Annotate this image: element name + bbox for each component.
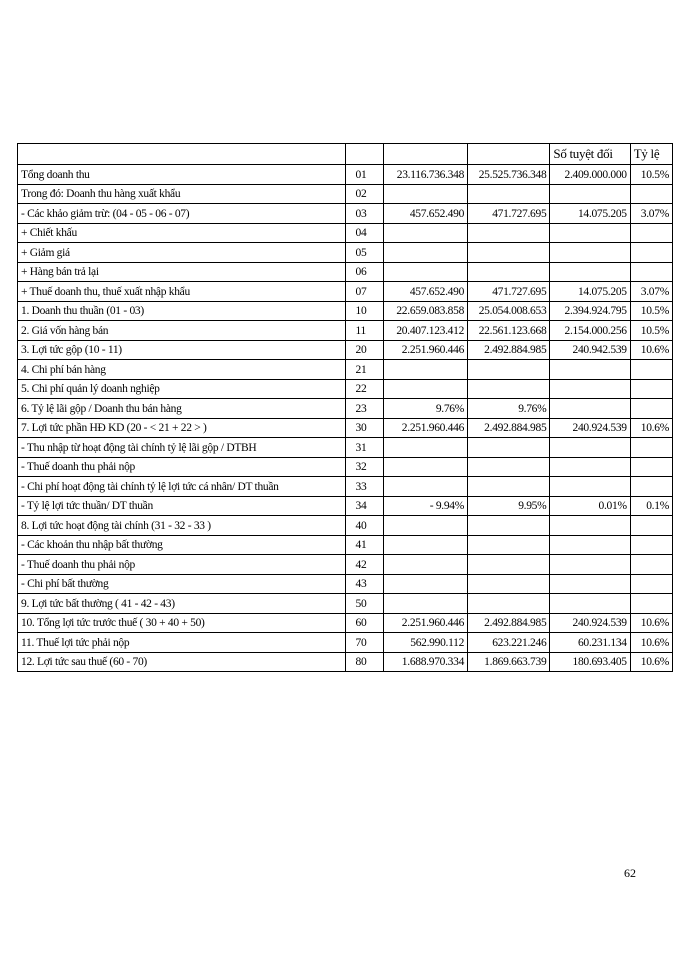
value-ratio [630,594,672,614]
table-row [18,652,673,672]
row-label: + Thuế doanh thu, thuế xuất nhập khẩu [18,282,346,302]
value-absolute-change: 60.231.134 [550,633,630,653]
value-absolute-change [550,379,630,399]
value-ratio [630,438,672,458]
value-year1 [383,243,467,263]
table-row [18,184,673,204]
table-row [18,633,673,653]
row-code: 33 [345,477,383,497]
table-row [18,379,673,399]
row-label: 4. Chi phí bán hàng [18,360,346,380]
value-absolute-change [550,360,630,380]
value-year1: 9.76% [383,399,467,419]
value-ratio [630,516,672,536]
value-ratio [630,574,672,594]
row-code: 07 [345,282,383,302]
table-row [18,165,673,185]
table-row [18,321,673,341]
row-label: + Hàng bán trả lại [18,262,346,282]
row-code: 21 [345,360,383,380]
row-label: 3. Lợi tức gộp (10 - 11) [18,340,346,360]
value-ratio: 3.07% [630,204,672,224]
table-row [18,418,673,438]
value-ratio: 10.6% [630,613,672,633]
table-row [18,555,673,575]
value-year1: 1.688.970.334 [383,652,467,672]
value-year2: 2.492.884.985 [468,340,550,360]
value-year1 [383,262,467,282]
value-year2: 623.221.246 [468,633,550,653]
value-year2: 22.561.123.668 [468,321,550,341]
row-code: 40 [345,516,383,536]
row-label: + Chiết khấu [18,223,346,243]
value-ratio: 0.1% [630,496,672,516]
row-label: Tổng doanh thu [18,165,346,185]
value-ratio: 10.6% [630,652,672,672]
row-label: - Tỷ lệ lợi tức thuần/ DT thuần [18,496,346,516]
value-absolute-change [550,438,630,458]
value-year2: 25.054.008.653 [468,301,550,321]
value-ratio: 10.6% [630,340,672,360]
table-row [18,243,673,263]
value-absolute-change: 0.01% [550,496,630,516]
value-year2: 2.492.884.985 [468,418,550,438]
value-ratio [630,184,672,204]
table-row [18,438,673,458]
value-year1 [383,477,467,497]
value-year1 [383,360,467,380]
row-label: 6. Tỷ lệ lãi gộp / Doanh thu bán hàng [18,399,346,419]
row-code: 23 [345,399,383,419]
income-statement-table [17,143,673,672]
table-header-row [18,144,673,165]
header-cell [18,144,346,165]
value-absolute-change: 14.075.205 [550,282,630,302]
table-row [18,457,673,477]
row-code: 20 [345,340,383,360]
value-ratio: 10.5% [630,301,672,321]
row-label: + Giảm giá [18,243,346,263]
value-absolute-change [550,223,630,243]
value-absolute-change: 240.924.539 [550,418,630,438]
row-label: 12. Lợi tức sau thuế (60 - 70) [18,652,346,672]
row-code: 34 [345,496,383,516]
table-row [18,496,673,516]
row-code: 32 [345,457,383,477]
value-absolute-change [550,555,630,575]
value-absolute-change: 14.075.205 [550,204,630,224]
value-year2: 1.869.663.739 [468,652,550,672]
value-ratio: 10.6% [630,633,672,653]
header-cell [383,144,467,165]
value-ratio [630,360,672,380]
table-row [18,282,673,302]
value-year2 [468,184,550,204]
value-year2 [468,457,550,477]
row-label: - Các khoản thu nhập bất thường [18,535,346,555]
value-year1: - 9.94% [383,496,467,516]
header-absolute: Số tuyệt đối [550,144,630,165]
table-row [18,223,673,243]
row-code: 41 [345,535,383,555]
value-ratio: 10.5% [630,165,672,185]
row-label: 8. Lợi tức hoạt động tài chính (31 - 32 - 33 ) [18,516,346,536]
value-ratio [630,262,672,282]
row-code: 22 [345,379,383,399]
value-absolute-change [550,184,630,204]
table-row [18,574,673,594]
value-year1 [383,574,467,594]
table-row [18,399,673,419]
row-code: 80 [345,652,383,672]
value-year2 [468,477,550,497]
value-absolute-change [550,477,630,497]
value-year1: 22.659.083.858 [383,301,467,321]
value-year1 [383,516,467,536]
value-year1 [383,184,467,204]
row-label: 2. Giá vốn hàng bán [18,321,346,341]
value-absolute-change [550,574,630,594]
row-code: 04 [345,223,383,243]
value-ratio [630,535,672,555]
row-label: 11. Thuế lợi tức phải nộp [18,633,346,653]
row-label: Trong đó: Doanh thu hàng xuất khẩu [18,184,346,204]
value-absolute-change [550,516,630,536]
value-ratio [630,223,672,243]
row-code: 10 [345,301,383,321]
row-code: 06 [345,262,383,282]
value-ratio [630,243,672,263]
value-year1 [383,438,467,458]
table-row [18,340,673,360]
header-cell [345,144,383,165]
row-code: 11 [345,321,383,341]
value-ratio: 10.6% [630,418,672,438]
value-year1: 562.990.112 [383,633,467,653]
value-year2 [468,535,550,555]
table-row [18,477,673,497]
table-row [18,262,673,282]
header-cell [468,144,550,165]
page-number: 62 [624,866,636,880]
table-row [18,535,673,555]
table-row [18,301,673,321]
value-absolute-change: 2.409.000.000 [550,165,630,185]
table-row [18,613,673,633]
value-year1 [383,457,467,477]
value-year2: 9.95% [468,496,550,516]
value-ratio [630,379,672,399]
value-year1 [383,379,467,399]
row-code: 01 [345,165,383,185]
value-year2 [468,360,550,380]
row-code: 30 [345,418,383,438]
row-label: 9. Lợi tức bất thường ( 41 - 42 - 43) [18,594,346,614]
value-year2: 471.727.695 [468,204,550,224]
table-row [18,360,673,380]
table-row [18,204,673,224]
row-code: 60 [345,613,383,633]
value-absolute-change [550,457,630,477]
row-label: - Thu nhập từ hoạt động tài chính tỷ lệ lãi gộp / DTBH [18,438,346,458]
row-label: 1. Doanh thu thuần (01 - 03) [18,301,346,321]
row-code: 03 [345,204,383,224]
row-label: - Thuế doanh thu phải nộp [18,555,346,575]
value-ratio: 10.5% [630,321,672,341]
value-year2 [468,262,550,282]
row-code: 05 [345,243,383,263]
value-year1: 20.407.123.412 [383,321,467,341]
value-year1: 2.251.960.446 [383,613,467,633]
row-label: - Chi phí hoạt động tài chính tỷ lệ lợi tức cá nhân/ DT thuần [18,477,346,497]
value-year1: 457.652.490 [383,282,467,302]
value-year2 [468,516,550,536]
value-year2 [468,574,550,594]
value-year2 [468,594,550,614]
value-absolute-change [550,594,630,614]
row-label: 10. Tổng lợi tức trước thuế ( 30 + 40 + 50) [18,613,346,633]
row-label: 5. Chi phí quản lý doanh nghiệp [18,379,346,399]
value-year2 [468,555,550,575]
value-year1 [383,555,467,575]
value-year1: 457.652.490 [383,204,467,224]
value-absolute-change: 2.394.924.795 [550,301,630,321]
value-year2 [468,223,550,243]
value-year1 [383,223,467,243]
value-year2: 471.727.695 [468,282,550,302]
table-row [18,516,673,536]
table-body [18,165,673,672]
table-row [18,594,673,614]
row-code: 50 [345,594,383,614]
value-year2 [468,438,550,458]
value-ratio [630,399,672,419]
value-year1: 23.116.736.348 [383,165,467,185]
value-absolute-change: 240.942.539 [550,340,630,360]
value-absolute-change [550,243,630,263]
value-year2: 9.76% [468,399,550,419]
row-code: 70 [345,633,383,653]
value-ratio: 3.07% [630,282,672,302]
row-label: - Các khảo giảm trừ: (04 - 05 - 06 - 07) [18,204,346,224]
value-absolute-change: 180.693.405 [550,652,630,672]
row-label: - Chi phí bất thường [18,574,346,594]
value-year1: 2.251.960.446 [383,418,467,438]
value-year2 [468,243,550,263]
value-absolute-change: 2.154.000.256 [550,321,630,341]
row-label: - Thuế doanh thu phải nộp [18,457,346,477]
value-absolute-change [550,535,630,555]
value-ratio [630,477,672,497]
value-year2: 2.492.884.985 [468,613,550,633]
value-year1: 2.251.960.446 [383,340,467,360]
row-code: 42 [345,555,383,575]
value-absolute-change: 240.924.539 [550,613,630,633]
value-year1 [383,535,467,555]
value-absolute-change [550,399,630,419]
row-code: 43 [345,574,383,594]
value-year2: 25.525.736.348 [468,165,550,185]
value-year1 [383,594,467,614]
row-label: 7. Lợi tức phần HĐ KD (20 - < 21 + 22 > ) [18,418,346,438]
value-ratio [630,457,672,477]
value-year2 [468,379,550,399]
row-code: 02 [345,184,383,204]
header-ratio: Tỷ lệ [630,144,672,165]
value-absolute-change [550,262,630,282]
row-code: 31 [345,438,383,458]
value-ratio [630,555,672,575]
